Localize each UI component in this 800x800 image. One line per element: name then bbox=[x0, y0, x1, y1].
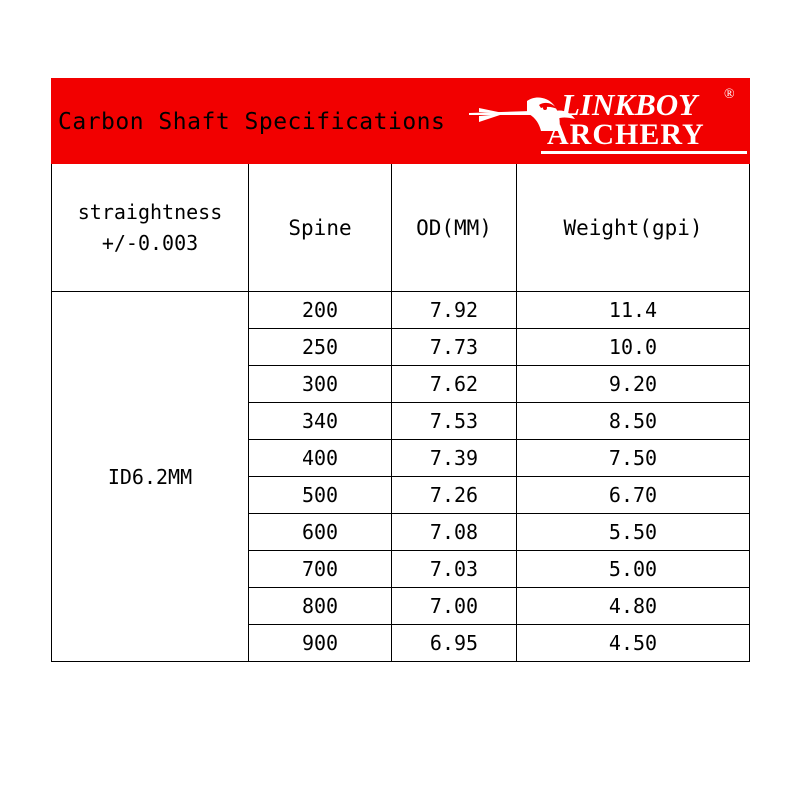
cell-weight: 8.50 bbox=[517, 403, 750, 440]
cell-weight: 11.4 bbox=[517, 292, 750, 329]
cell-weight: 5.50 bbox=[517, 514, 750, 551]
cell-spine: 300 bbox=[249, 366, 392, 403]
column-header-od: OD(MM) bbox=[392, 164, 517, 292]
table-header-band-row bbox=[52, 79, 750, 164]
cell-weight: 4.50 bbox=[517, 625, 750, 662]
carbon-shaft-spec-table bbox=[51, 78, 750, 662]
id-label-cell: ID6.2MM bbox=[52, 292, 249, 662]
cell-spine: 250 bbox=[249, 329, 392, 366]
cell-weight: 5.00 bbox=[517, 551, 750, 588]
cell-od: 7.03 bbox=[392, 551, 517, 588]
registered-trademark-icon: ® bbox=[724, 87, 735, 102]
cell-od: 7.00 bbox=[392, 588, 517, 625]
cell-weight: 7.50 bbox=[517, 440, 750, 477]
column-header-straightness bbox=[52, 164, 249, 292]
cell-spine: 800 bbox=[249, 588, 392, 625]
cell-weight: 4.80 bbox=[517, 588, 750, 625]
cell-weight: 6.70 bbox=[517, 477, 750, 514]
cell-od: 7.39 bbox=[392, 440, 517, 477]
cell-spine: 500 bbox=[249, 477, 392, 514]
cell-od: 7.08 bbox=[392, 514, 517, 551]
linkboy-archery-logo bbox=[469, 85, 749, 157]
cell-od: 7.53 bbox=[392, 403, 517, 440]
cell-od: 7.62 bbox=[392, 366, 517, 403]
cell-od: 7.92 bbox=[392, 292, 517, 329]
column-header-row bbox=[52, 164, 750, 292]
cell-od: 6.95 bbox=[392, 625, 517, 662]
cell-weight: 9.20 bbox=[517, 366, 750, 403]
cell-spine: 900 bbox=[249, 625, 392, 662]
page-title: Carbon Shaft Specifications bbox=[58, 109, 446, 135]
cell-od: 7.73 bbox=[392, 329, 517, 366]
straightness-label-line1: straightness bbox=[77, 199, 223, 224]
cell-spine: 600 bbox=[249, 514, 392, 551]
logo-divider bbox=[541, 151, 747, 154]
straightness-label-line2: +/-0.003 bbox=[101, 230, 199, 255]
cell-spine: 400 bbox=[249, 440, 392, 477]
logo-archery-text: ARCHERY bbox=[547, 118, 705, 151]
cell-spine: 340 bbox=[249, 403, 392, 440]
header-band bbox=[52, 79, 750, 164]
cell-weight: 10.0 bbox=[517, 329, 750, 366]
cell-spine: 200 bbox=[249, 292, 392, 329]
cell-od: 7.26 bbox=[392, 477, 517, 514]
cell-spine: 700 bbox=[249, 551, 392, 588]
column-header-weight: Weight(gpi) bbox=[517, 164, 750, 292]
table-row bbox=[52, 292, 750, 329]
logo-linkboy-text: LINKBOY bbox=[561, 87, 698, 122]
column-header-spine: Spine bbox=[249, 164, 392, 292]
